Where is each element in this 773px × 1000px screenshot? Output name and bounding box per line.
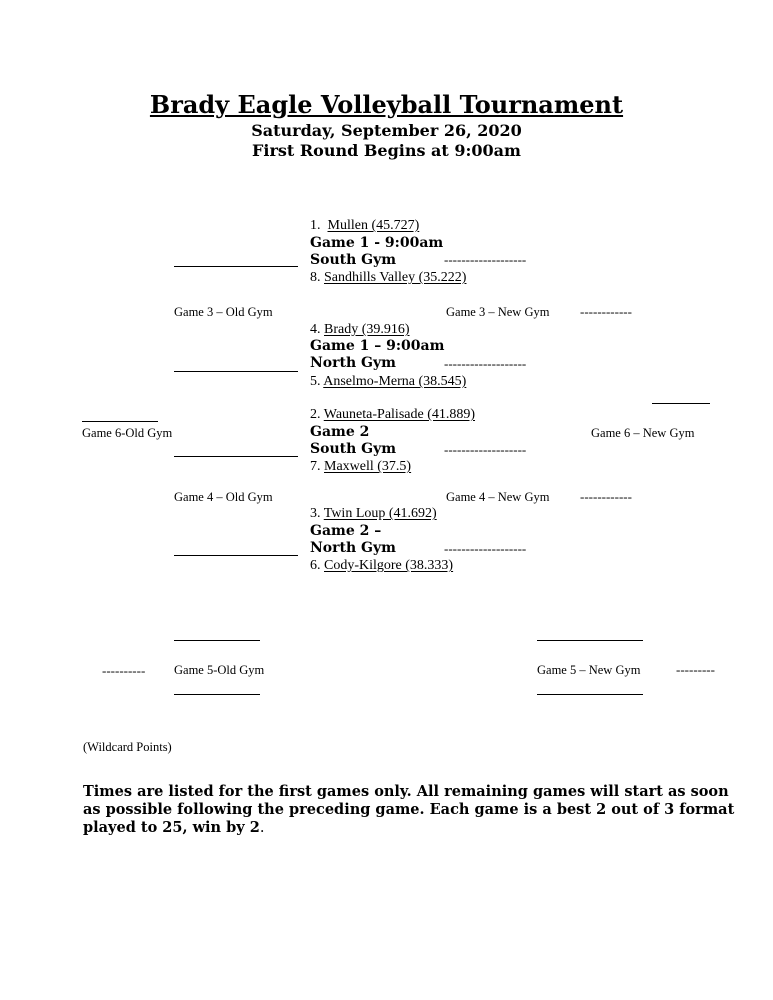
game5-old-gym-label: Game 5-Old Gym bbox=[174, 663, 265, 677]
game3-new-gym-label: Game 3 – New Gym bbox=[446, 305, 550, 319]
match4-bottom-team bbox=[310, 558, 453, 574]
seed: 2. bbox=[310, 407, 321, 422]
bracket-dashes: ---------- bbox=[102, 663, 146, 678]
match4-game: Game 2 – bbox=[310, 523, 382, 539]
bracket-dashes: ------------------- bbox=[444, 252, 527, 267]
match3-bottom-team bbox=[310, 459, 411, 475]
bracket-line bbox=[174, 371, 298, 372]
match3-gym: South Gym bbox=[310, 441, 397, 457]
seed: 7. bbox=[310, 459, 321, 474]
match1-bottom-team bbox=[310, 270, 466, 286]
match1-top-team bbox=[310, 218, 419, 234]
team-name: Anselmo-Merna (38.545) bbox=[323, 374, 467, 389]
footer-period: . bbox=[259, 820, 265, 836]
match2-gym: North Gym bbox=[310, 355, 396, 371]
page-title: Brady Eagle Volleyball Tournament bbox=[149, 90, 624, 119]
bracket-dashes: ------------------- bbox=[444, 541, 527, 556]
game6-old-gym-label: Game 6-Old Gym bbox=[82, 426, 173, 440]
bracket-dashes: ------------ bbox=[580, 304, 632, 319]
match4-top-team bbox=[310, 506, 437, 522]
game6-new-gym-label: Game 6 – New Gym bbox=[591, 426, 695, 440]
team-name: Wauneta-Palisade (41.889) bbox=[323, 407, 476, 422]
match1-gym: South Gym bbox=[310, 252, 397, 268]
bracket-line bbox=[82, 421, 158, 422]
match1-game: Game 1 - 9:00am bbox=[310, 235, 444, 251]
start-time: First Round Begins at 9:00am bbox=[252, 141, 521, 160]
match4-gym: North Gym bbox=[310, 540, 396, 556]
match3-game: Game 2 bbox=[310, 424, 370, 440]
bracket-line bbox=[174, 555, 298, 556]
match2-top-team bbox=[310, 322, 410, 338]
seed: 5. bbox=[310, 374, 321, 389]
seed: 1. bbox=[310, 218, 321, 233]
team-name: Cody-Kilgore (38.333) bbox=[324, 558, 454, 573]
seed: 4. bbox=[310, 322, 321, 337]
bracket-line bbox=[537, 694, 643, 695]
seed: 6. bbox=[310, 558, 321, 573]
bracket-line bbox=[537, 640, 643, 641]
game5-new-gym-label: Game 5 – New Gym bbox=[537, 663, 641, 677]
footer-text: Times are listed for the first games only. All remaining games will start as soon as possible following the preceding game. Each game is a best 2 out of 3 format played to 25, win by 2 bbox=[83, 783, 735, 836]
bracket-line bbox=[174, 694, 260, 695]
bracket-line bbox=[652, 403, 710, 404]
team-name: Brady (39.916) bbox=[324, 322, 410, 337]
team-name: Sandhills Valley (35.222) bbox=[324, 270, 467, 285]
bracket-line bbox=[174, 640, 260, 641]
bracket-line bbox=[174, 456, 298, 457]
seed: 8. bbox=[310, 270, 321, 285]
match2-game: Game 1 – 9:00am bbox=[310, 338, 445, 354]
game4-old-gym-label: Game 4 – Old Gym bbox=[174, 490, 273, 504]
seed: 3. bbox=[310, 506, 321, 521]
bracket-dashes: ------------ bbox=[580, 489, 632, 504]
team-name: Maxwell (37.5) bbox=[324, 459, 412, 474]
match2-bottom-team bbox=[310, 374, 466, 390]
game3-old-gym-label: Game 3 – Old Gym bbox=[174, 305, 273, 319]
bracket-dashes: ------------------- bbox=[444, 442, 527, 457]
bracket-line bbox=[174, 266, 298, 267]
bracket-dashes: --------- bbox=[676, 662, 715, 677]
match3-top-team bbox=[310, 407, 475, 423]
tournament-date: Saturday, September 26, 2020 bbox=[251, 121, 522, 140]
wildcard-note: (Wildcard Points) bbox=[83, 740, 172, 754]
game4-new-gym-label: Game 4 – New Gym bbox=[446, 490, 550, 504]
team-name: Twin Loup (41.692) bbox=[323, 506, 437, 521]
bracket-dashes: ------------------- bbox=[444, 356, 527, 371]
footer-note bbox=[83, 783, 743, 837]
team-name: Mullen (45.727) bbox=[327, 218, 420, 233]
